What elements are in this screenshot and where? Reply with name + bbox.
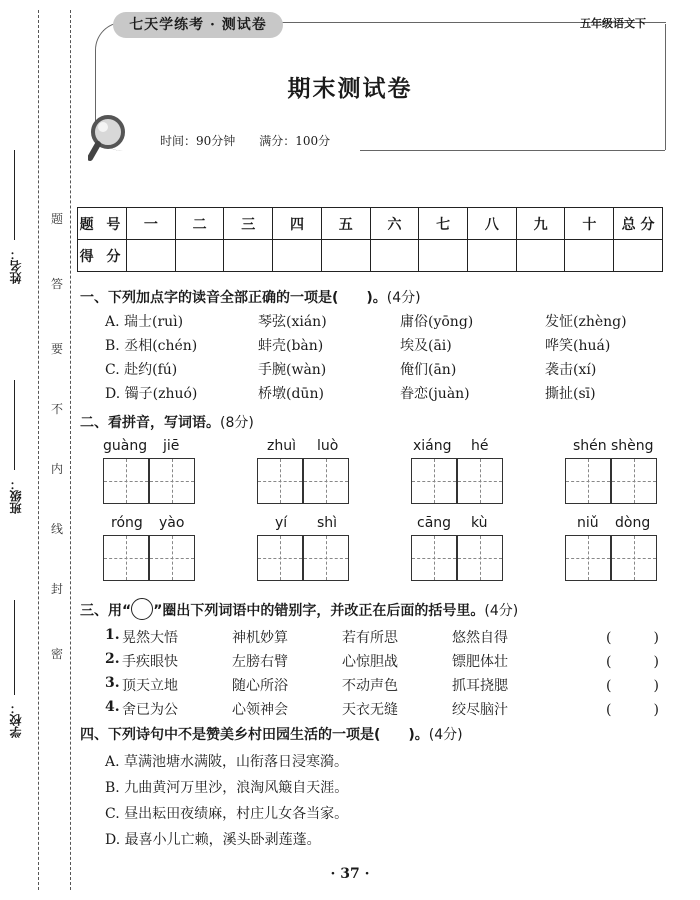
- q4-option-a: A. 草满池塘水满陂，山衔落日浸寒漪。: [105, 754, 349, 770]
- column-header: 一: [127, 208, 176, 240]
- answer-paren[interactable]: ( ): [606, 654, 659, 670]
- answer-paren[interactable]: ( ): [606, 702, 659, 718]
- pinyin-2: shèng: [611, 438, 654, 454]
- score-table: [77, 207, 663, 272]
- q1-option-c3: 俺们(ān): [400, 362, 457, 378]
- binding-char: 密: [50, 647, 63, 661]
- pinyin-item[interactable]: [103, 515, 195, 581]
- writing-box[interactable]: [149, 458, 195, 504]
- score-cell[interactable]: [614, 240, 663, 272]
- score-cell[interactable]: [565, 240, 614, 272]
- column-header: 三: [224, 208, 273, 240]
- q3-word: 悠然自得: [452, 630, 508, 646]
- writing-box[interactable]: [565, 535, 611, 581]
- pinyin-2: kù: [471, 515, 488, 531]
- q3-word: 神机妙算: [232, 630, 288, 646]
- column-header: 六: [370, 208, 419, 240]
- q2-stem-text: 二、看拼音，写词语。: [80, 415, 220, 431]
- q3-word: 手疾眼快: [122, 654, 178, 670]
- q1-stem: [80, 287, 421, 307]
- binding-line-outer: [38, 10, 39, 890]
- q1-option-c1: C. 赴约(fú): [105, 362, 178, 378]
- pinyin-2: luò: [317, 438, 339, 454]
- q1-option-b3: 埃及(āi): [400, 338, 452, 354]
- column-header: 四: [273, 208, 322, 240]
- answer-paren[interactable]: ( ): [606, 630, 659, 646]
- q3-stem-b: ”圈出下列词语中的错别字，并改正在后面的括号里。: [153, 603, 485, 619]
- column-header: 八: [468, 208, 517, 240]
- q1-option-b2: 蚌壳(bàn): [258, 338, 324, 354]
- answer-paren[interactable]: ( ): [606, 678, 659, 694]
- pinyin-1: niǔ: [577, 515, 599, 531]
- q4-option-c: C. 昼出耘田夜绩麻，村庄儿女各当家。: [105, 806, 349, 822]
- pinyin-1: guàng: [103, 438, 148, 454]
- binding-char: 内: [50, 462, 63, 476]
- q4-stem: [80, 724, 463, 744]
- q1-option-a1: A. 瑞士(ruì): [105, 314, 184, 330]
- class-line[interactable]: [14, 380, 15, 470]
- column-header: 十: [565, 208, 614, 240]
- table-row: [78, 240, 663, 272]
- page-number: · 37 ·: [330, 866, 370, 882]
- binding-char: 封: [50, 582, 63, 596]
- score-cell[interactable]: [273, 240, 322, 272]
- column-header: 二: [175, 208, 224, 240]
- score-cell[interactable]: [370, 240, 419, 272]
- pinyin-1: yí: [275, 515, 288, 531]
- class-label: 班级：: [9, 478, 23, 514]
- q4-option-d: D. 最喜小儿亡赖，溪头卧剥莲蓬。: [105, 832, 321, 848]
- table-row: [78, 208, 663, 240]
- column-header: 总 分: [614, 208, 663, 240]
- q3-word: 镖肥体壮: [452, 654, 508, 670]
- q1-stem-text: 一、下列加点字的读音全部正确的一项是( )。: [80, 290, 387, 306]
- grade-label: 五年级语文下: [580, 17, 646, 30]
- binding-char: 题: [50, 212, 63, 226]
- q3-word: 随心所浴: [232, 678, 288, 694]
- pinyin-2: shì: [317, 515, 338, 531]
- q4-points: (4分): [428, 727, 463, 743]
- q1-option-d1: D. 镯子(zhuó): [105, 386, 198, 402]
- q3-word: 不动声色: [342, 678, 398, 694]
- q3-word: 左膀右臂: [232, 654, 288, 670]
- q3-stem: [80, 598, 518, 620]
- q1-option-c2: 手腕(wàn): [258, 362, 327, 378]
- q3-points: (4分): [484, 603, 519, 619]
- pinyin-item[interactable]: [565, 515, 657, 581]
- q1-option-d2: 桥墩(dūn): [258, 386, 324, 402]
- binding-char: 要: [50, 342, 63, 356]
- circle-icon: [131, 598, 153, 620]
- q3-word: 晃然大悟: [122, 630, 178, 646]
- writing-box[interactable]: [457, 535, 503, 581]
- pinyin-1: shén: [573, 438, 607, 454]
- q3-word: 天衣无缝: [342, 702, 398, 718]
- q1-option-b4: 哗笑(huá): [545, 338, 611, 354]
- score-cell[interactable]: [321, 240, 370, 272]
- q3-word: 绞尽脑汁: [452, 702, 508, 718]
- score-cell[interactable]: [468, 240, 517, 272]
- q1-option-d3: 眷恋(juàn): [400, 386, 470, 402]
- column-header: 九: [516, 208, 565, 240]
- writing-box[interactable]: [611, 535, 657, 581]
- column-header: 五: [321, 208, 370, 240]
- time-info: 时间：90分钟 满分：100分: [160, 134, 331, 148]
- score-cell[interactable]: [224, 240, 273, 272]
- pinyin-2: jiē: [163, 438, 180, 454]
- q1-option-a2: 琴弦(xián): [258, 314, 327, 330]
- binding-line-inner: [70, 10, 71, 890]
- q1-option-c4: 袭击(xí): [545, 362, 597, 378]
- q1-points: (4分): [386, 290, 421, 306]
- pinyin-item[interactable]: [411, 515, 503, 581]
- brand-tab: 七天学练考 · 测试卷: [113, 12, 283, 38]
- school-line[interactable]: [14, 600, 15, 695]
- q4-option-b: B. 九曲黄河万里沙，浪淘风簸自天涯。: [105, 780, 349, 796]
- name-line[interactable]: [14, 150, 15, 240]
- writing-box[interactable]: [103, 458, 149, 504]
- score-cell[interactable]: [175, 240, 224, 272]
- q1-option-b1: B. 丞相(chén): [105, 338, 198, 354]
- row-label: 得 分: [78, 240, 127, 272]
- pinyin-2: yào: [159, 515, 185, 531]
- q3-row-number: 4.: [105, 699, 120, 715]
- pinyin-2: hé: [471, 438, 489, 454]
- q3-word: 舍已为公: [122, 702, 178, 718]
- score-cell[interactable]: [419, 240, 468, 272]
- binding-char: 线: [50, 522, 63, 536]
- pinyin-item[interactable]: [103, 438, 195, 504]
- q1-option-d4: 撕扯(sī): [545, 386, 596, 402]
- q2-stem: [80, 412, 254, 432]
- pinyin-item[interactable]: [411, 438, 503, 504]
- page-title: 期末测试卷: [287, 75, 413, 102]
- q3-stem-a: 三、用“: [80, 603, 132, 619]
- magnifier-icon: [88, 112, 136, 162]
- pinyin-item[interactable]: [257, 438, 349, 504]
- writing-box[interactable]: [103, 535, 149, 581]
- pinyin-1: róng: [111, 515, 143, 531]
- pinyin-2: dòng: [615, 515, 651, 531]
- q3-word: 若有所思: [342, 630, 398, 646]
- row-label: 题 号: [78, 208, 127, 240]
- score-cell[interactable]: [516, 240, 565, 272]
- pinyin-1: zhuì: [267, 438, 296, 454]
- q3-row-number: 2.: [105, 651, 120, 667]
- q3-word: 顶天立地: [122, 678, 178, 694]
- writing-box[interactable]: [149, 535, 195, 581]
- school-label: 学校：: [9, 702, 23, 738]
- name-label: 姓名：: [9, 248, 23, 284]
- writing-box[interactable]: [565, 458, 611, 504]
- pinyin-item[interactable]: [257, 515, 349, 581]
- writing-box[interactable]: [457, 458, 503, 504]
- score-cell[interactable]: [127, 240, 176, 272]
- q4-stem-text: 四、下列诗句中不是赞美乡村田园生活的一项是( )。: [80, 727, 429, 743]
- writing-box[interactable]: [303, 535, 349, 581]
- q3-word: 心惊胆战: [342, 654, 398, 670]
- writing-box[interactable]: [257, 535, 303, 581]
- header-frame-bottom: [360, 150, 665, 151]
- q1-option-a4: 发怔(zhèng): [545, 314, 627, 330]
- q3-word: 心领神会: [232, 702, 288, 718]
- pinyin-1: xiáng: [413, 438, 452, 454]
- writing-box[interactable]: [257, 458, 303, 504]
- binding-char: 答: [50, 277, 63, 291]
- q3-row-number: 1.: [105, 627, 120, 643]
- writing-box[interactable]: [303, 458, 349, 504]
- q1-option-a3: 庸俗(yōng): [400, 314, 474, 330]
- pinyin-1: cāng: [417, 515, 452, 531]
- q3-word: 抓耳挠腮: [452, 678, 508, 694]
- binding-char: 不: [50, 402, 63, 416]
- writing-box[interactable]: [411, 535, 457, 581]
- writing-box[interactable]: [411, 458, 457, 504]
- writing-box[interactable]: [611, 458, 657, 504]
- q2-points: (8分): [220, 415, 254, 431]
- pinyin-item[interactable]: [565, 438, 657, 504]
- q3-row-number: 3.: [105, 675, 120, 691]
- column-header: 七: [419, 208, 468, 240]
